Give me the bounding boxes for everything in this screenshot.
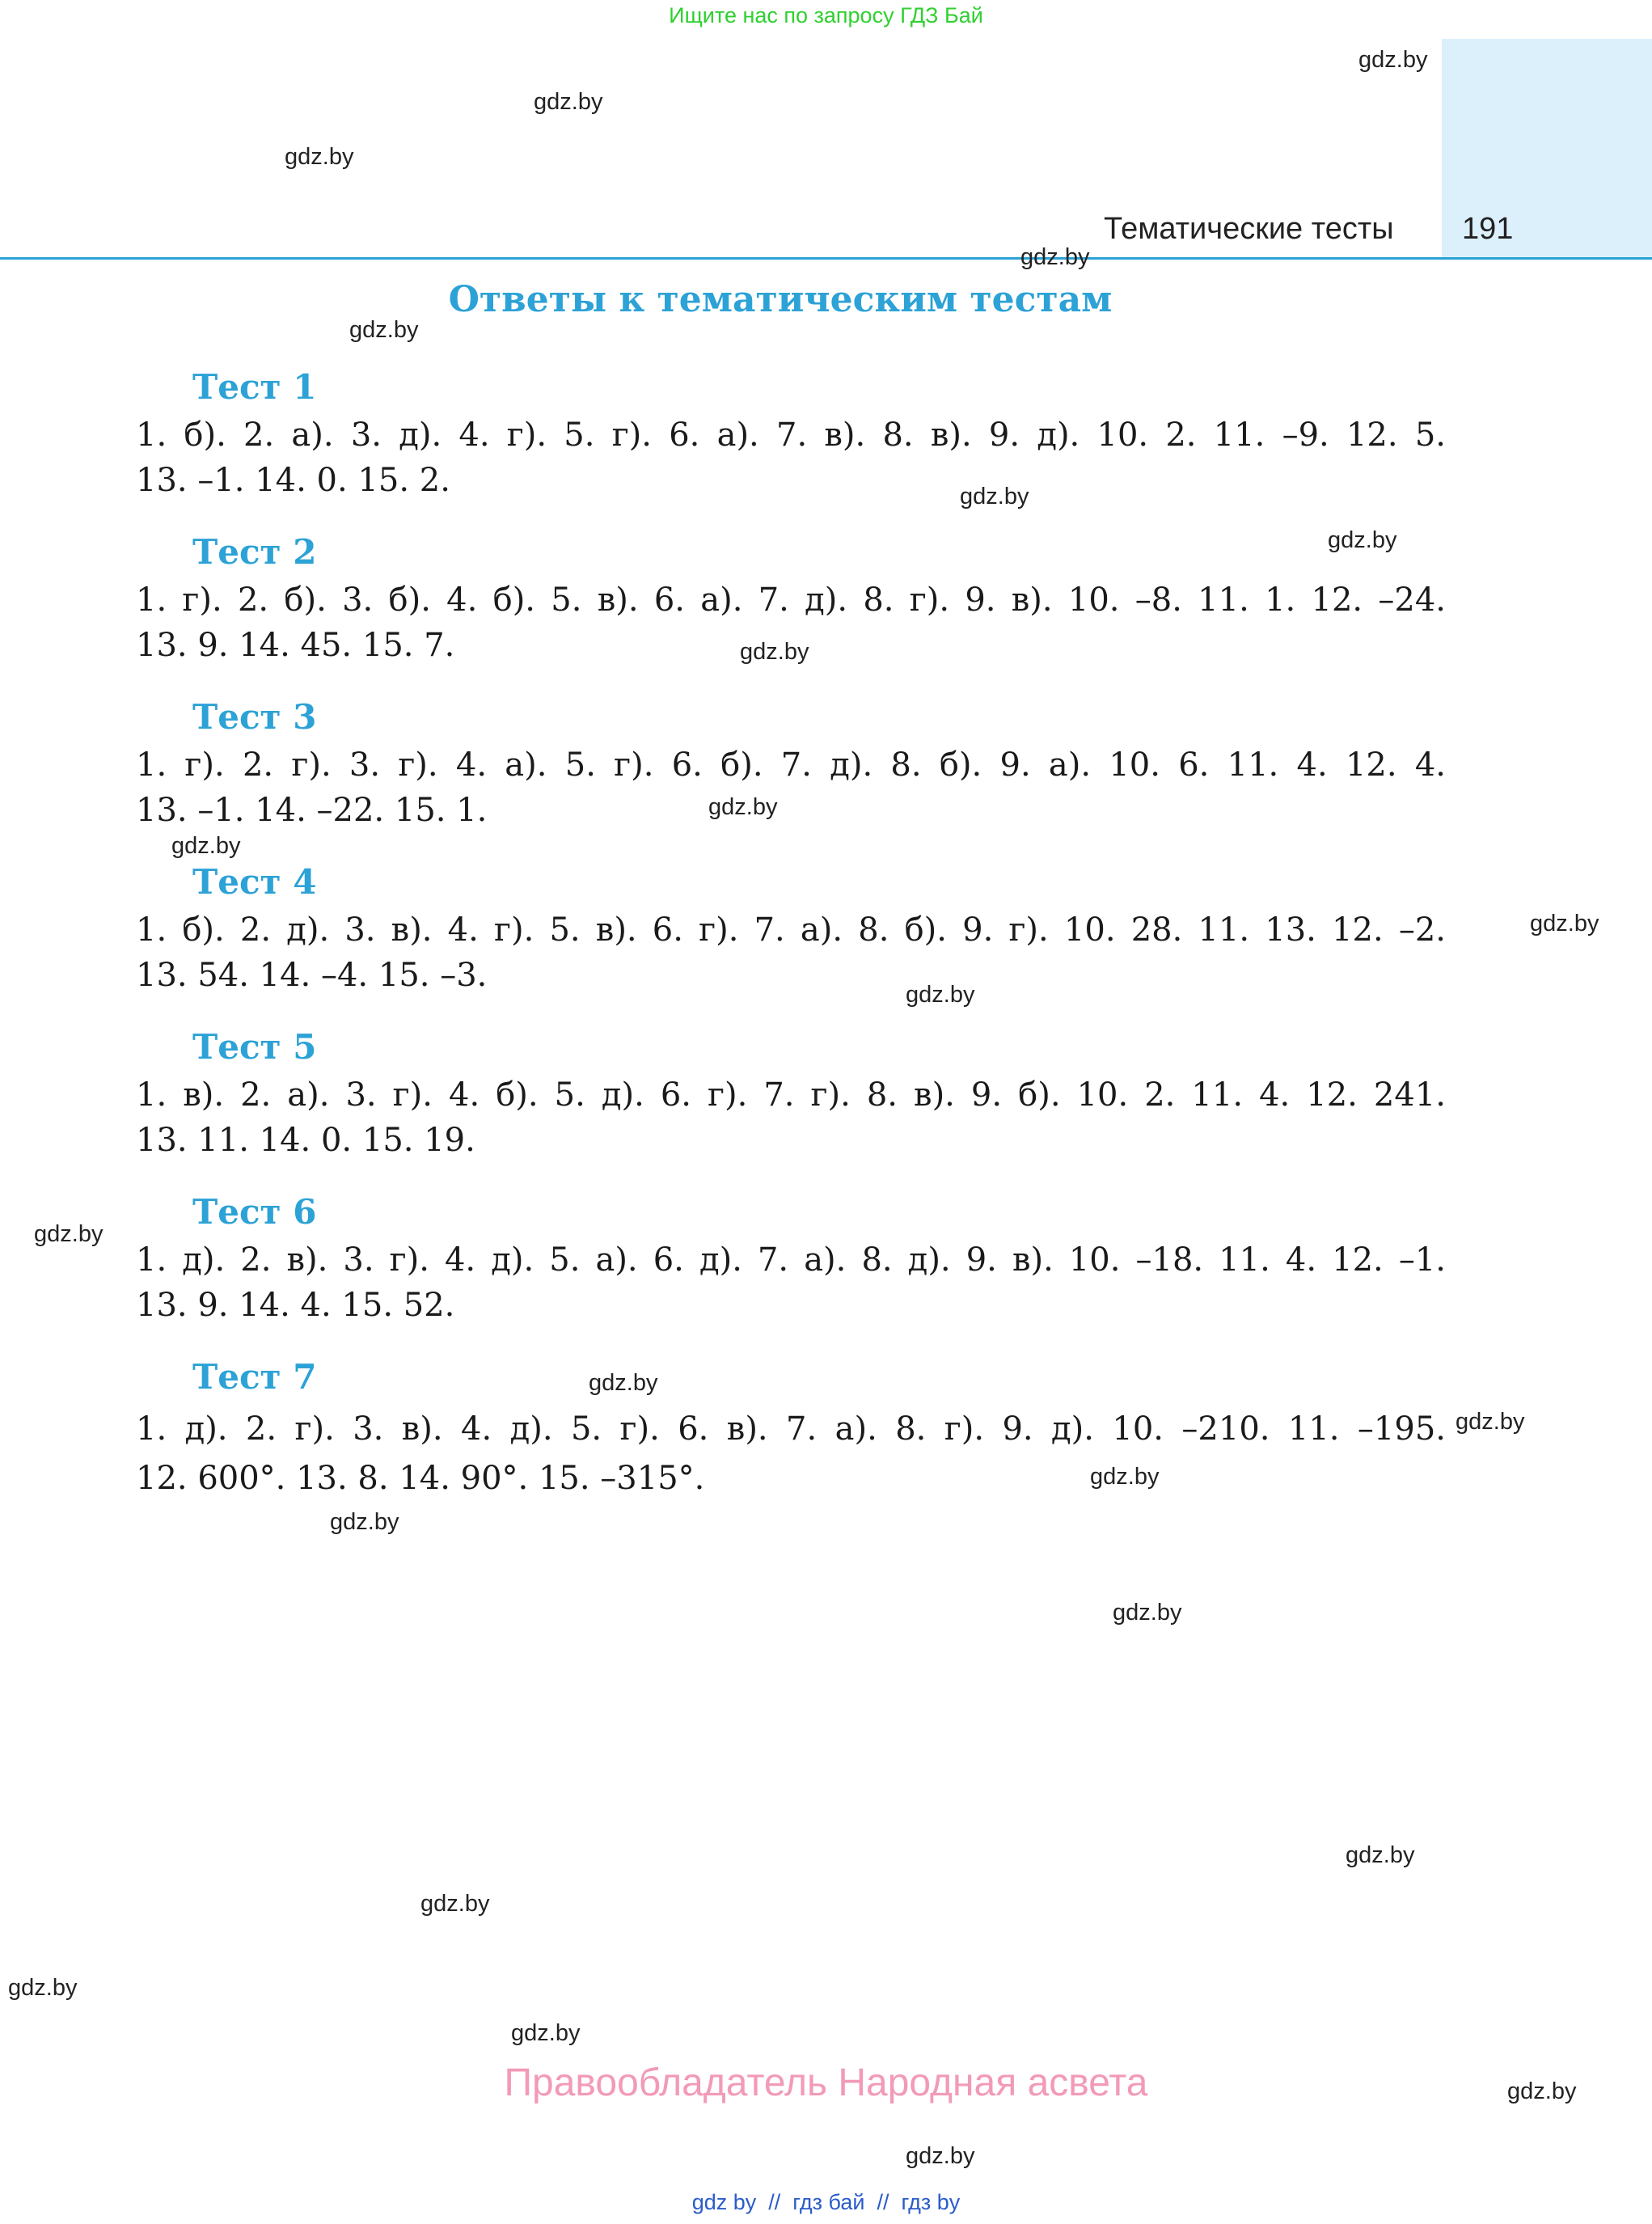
- watermark: gdz.by: [708, 794, 778, 820]
- answers-line: 1. б). 2. д). 3. в). 4. г). 5. в). 6. г). 7. а). 8. б). 9. г). 10. 28. 11. 13. 12. –2.: [136, 911, 1446, 949]
- test-title: Тест 3: [192, 697, 317, 737]
- answers-line: 13. 54. 14. –4. 15. –3.: [136, 957, 488, 994]
- answers-line: 12. 600°. 13. 8. 14. 90°. 15. –315°.: [136, 1460, 705, 1497]
- copyright-notice: Правообладатель Народная асвета: [504, 2061, 1148, 2104]
- answers-line: 1. в). 2. а). 3. г). 4. б). 5. д). 6. г). 7. г). 8. в). 9. б). 10. 2. 11. 4. 12. 241.: [136, 1076, 1446, 1114]
- watermark: gdz.by: [1456, 1409, 1525, 1435]
- page-title: Ответы к тематическим тестам: [448, 279, 1113, 320]
- answers-line: 13. –1. 14. –22. 15. 1.: [136, 792, 488, 829]
- watermark: gdz.by: [906, 982, 975, 1008]
- watermark: gdz.by: [171, 833, 241, 859]
- watermark: gdz.by: [906, 2143, 975, 2169]
- test-3: [136, 692, 1446, 833]
- watermark: gdz.by: [1113, 1600, 1182, 1626]
- test-title: Тест 7: [192, 1357, 317, 1397]
- watermark: gdz.by: [1346, 1842, 1415, 1868]
- test-7: [136, 1352, 1446, 1501]
- section-title: Тематические тесты: [1104, 212, 1394, 246]
- test-1: [136, 362, 1446, 503]
- test-title: Тест 2: [192, 532, 317, 572]
- watermark: gdz.by: [8, 1975, 78, 2001]
- watermark: gdz.by: [534, 89, 603, 115]
- footer-links: gdz by // гдз бай // гдз by: [691, 2190, 961, 2214]
- watermark: gdz.by: [330, 1509, 399, 1535]
- top-banner: Ищите нас по запросу ГДЗ Бай: [669, 3, 983, 27]
- test-5: [136, 1022, 1446, 1163]
- watermark: gdz.by: [34, 1221, 104, 1247]
- answers-line: 1. б). 2. а). 3. д). 4. г). 5. г). 6. а). 7. в). 8. в). 9. д). 10. 2. 11. –9. 12. 5.: [136, 416, 1446, 454]
- test-6: [136, 1187, 1446, 1328]
- watermark: gdz.by: [285, 144, 354, 170]
- watermark: gdz.by: [420, 1891, 490, 1917]
- watermark: gdz.by: [1358, 47, 1428, 73]
- watermark: gdz.by: [589, 1370, 658, 1396]
- answers-line: 1. д). 2. в). 3. г). 4. д). 5. а). 6. д). 7. а). 8. д). 9. в). 10. –18. 11. 4. 12. –1.: [136, 1241, 1446, 1279]
- watermark: gdz.by: [1020, 244, 1090, 270]
- watermark: gdz.by: [960, 484, 1029, 509]
- answers-line: 1. д). 2. г). 3. в). 4. д). 5. г). 6. в). 7. а). 8. г). 9. д). 10. –210. 11. –195.: [136, 1410, 1446, 1448]
- watermark: gdz.by: [1328, 527, 1397, 553]
- watermark: gdz.by: [740, 639, 809, 665]
- answers-line: 13. –1. 14. 0. 15. 2.: [136, 462, 450, 499]
- watermark: gdz.by: [511, 2020, 581, 2046]
- test-title: Тест 5: [192, 1027, 317, 1067]
- test-title: Тест 1: [192, 367, 317, 407]
- test-title: Тест 4: [192, 862, 317, 902]
- watermark: gdz.by: [1530, 911, 1599, 937]
- answers-line: 13. 11. 14. 0. 15. 19.: [136, 1122, 475, 1159]
- watermark: gdz.by: [1090, 1464, 1160, 1490]
- answers-line: 13. 9. 14. 4. 15. 52.: [136, 1287, 455, 1324]
- answers-line: 1. г). 2. г). 3. г). 4. а). 5. г). 6. б). 7. д). 8. б). 9. а). 10. 6. 11. 4. 12. 4.: [136, 746, 1446, 784]
- watermark: gdz.by: [1507, 2078, 1577, 2104]
- header-rule: [0, 257, 1652, 260]
- test-title: Тест 6: [192, 1192, 317, 1232]
- watermark: gdz.by: [349, 317, 419, 343]
- answers-line: 13. 9. 14. 45. 15. 7.: [136, 627, 455, 664]
- answers-line: 1. г). 2. б). 3. б). 4. б). 5. в). 6. а). 7. д). 8. г). 9. в). 10. –8. 11. 1. 12. –24.: [136, 581, 1446, 619]
- page-number: 191: [1462, 212, 1514, 246]
- test-4: [136, 857, 1446, 998]
